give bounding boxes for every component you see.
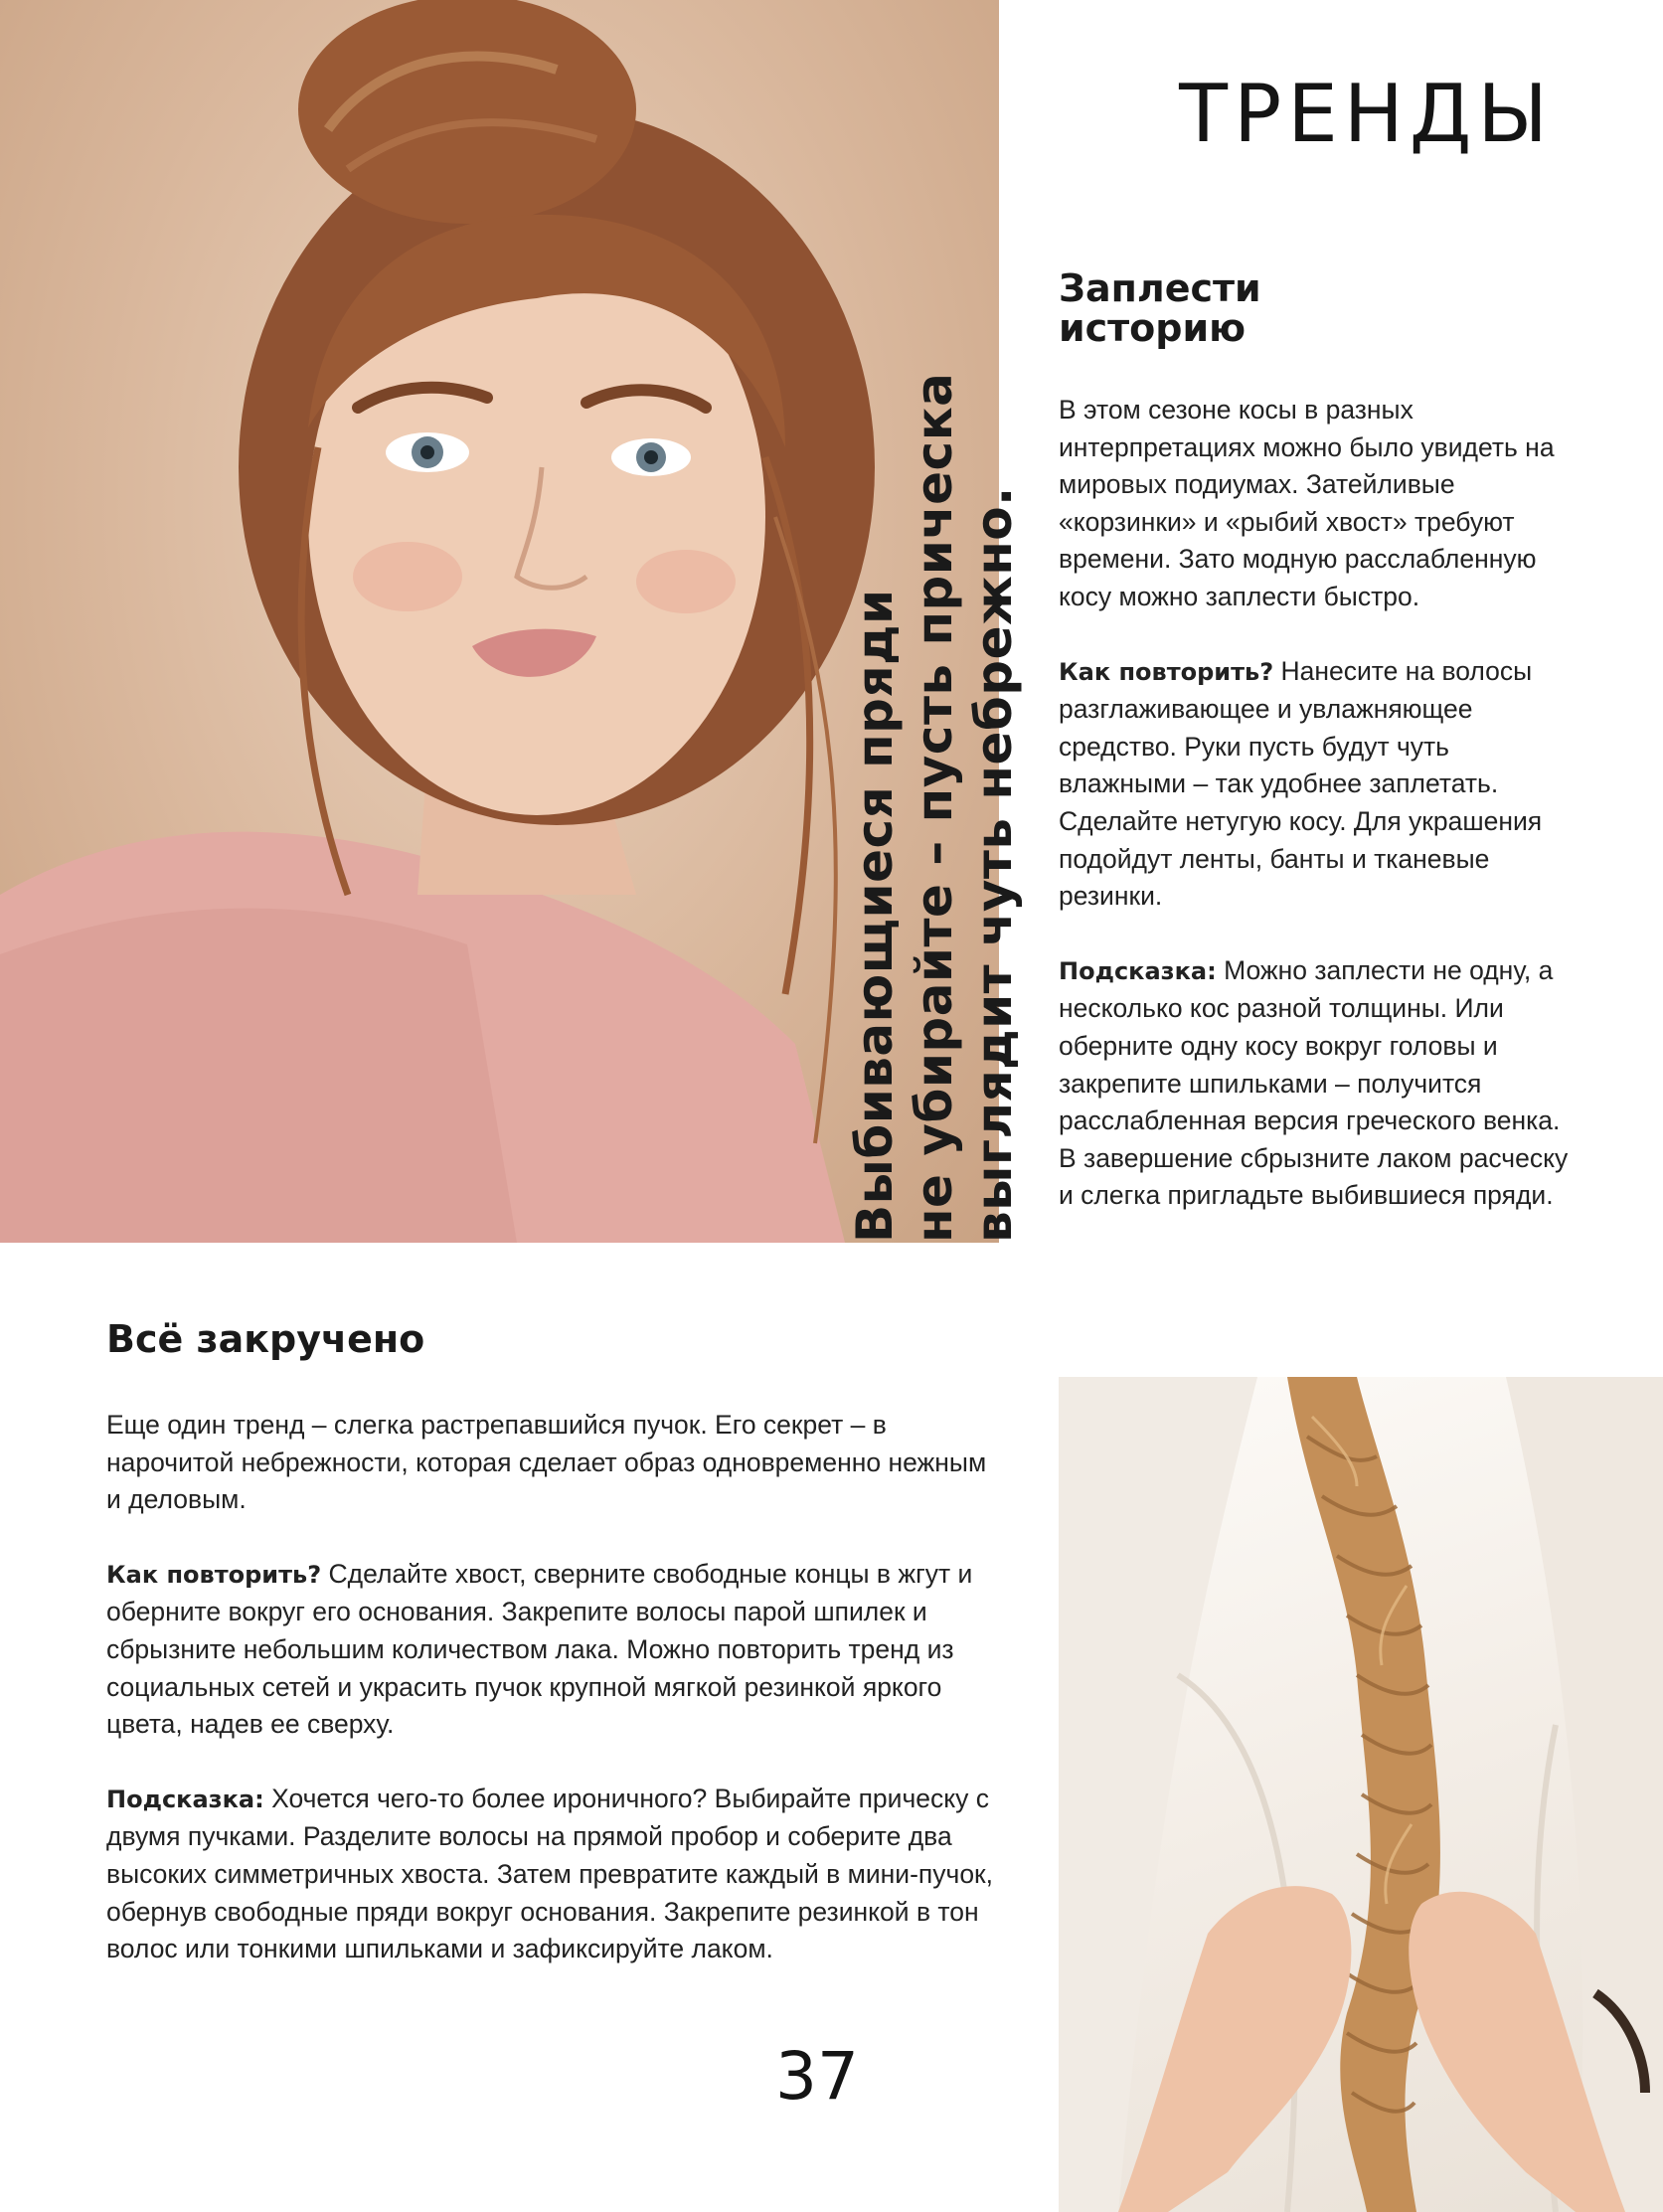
how-text: Сделайте хвост, сверните свободные концы в жгут и оберните вокруг его основания. Закрепите волосы парой шпилек и сбрызните небольшим количеством лака. Можно повторить тренд из социальных сетей и украсить пучок крупной мягкой резинкой яркого цвета, надев ее сверху.: [106, 1558, 973, 1740]
vertical-quote: [845, 229, 1024, 1243]
braid-article: [1059, 268, 1576, 1252]
braid-photo: [1059, 1377, 1663, 2212]
quote-line: выглядит чуть небрежно.: [965, 486, 1023, 1243]
page-number: 37: [775, 2038, 859, 2115]
how-label: Как повторить?: [106, 1560, 322, 1589]
braid-illustration: [1059, 1377, 1663, 2212]
bun-article: [106, 1317, 1006, 2005]
title-line: Заплести: [1059, 266, 1261, 310]
bun-article-title: Всё закручено: [106, 1317, 425, 1361]
bun-how-paragraph: [106, 1556, 1006, 1744]
section-title: ТРЕНДЫ: [1179, 68, 1554, 160]
how-text: Нанесите на волосы разглаживающее и увлажняющее средство. Руки пусть будут чуть влажными – так удобнее заплетать. Сделайте нетугую косу. Для украшения подойдут ленты, банты и тканевые резинки.: [1059, 655, 1543, 912]
tip-label: Подсказка:: [1059, 956, 1217, 985]
tip-text: Можно заплести не одну, а несколько кос разной толщины. Или оберните одну косу вокруг головы и закрепите шпильками – получится расслабленная версия греческого венка. В завершение сбрызните лаком расческу и слегка пригладьте выбившиеся пряди.: [1059, 954, 1569, 1211]
braid-tip-paragraph: [1059, 952, 1576, 1215]
braid-article-title: [1059, 268, 1576, 348]
quote-line: Выбивающиеся пряди: [846, 589, 904, 1243]
shoulder-shadow: [0, 909, 517, 1243]
bun-tip-paragraph: [106, 1781, 1006, 1968]
left-hand: [1118, 1886, 1351, 2212]
how-label: Как повторить?: [1059, 657, 1274, 686]
tip-text: Хочется чего-то более ироничного? Выбирайте прическу с двумя пучками. Разделите волосы на прямой пробор и соберите два высоких симметричных хвоста. Затем превратите каждый в мини-пучок, обернув свободные пряди вокруг основания. Закрепите резинкой в тон волос или тонкими шпильками и зафиксируйте лаком.: [106, 1783, 994, 1964]
tip-label: Подсказка:: [106, 1785, 264, 1813]
braid-intro: В этом сезоне косы в разных интерпретациях можно было увидеть на мировых подиумах. Затейливые «корзинки» и «рыбий хвост» требуют времени. Зато модную расслабленную косу можно заплести быстро.: [1059, 395, 1555, 611]
title-line: историю: [1059, 306, 1247, 350]
braid-how-paragraph: [1059, 653, 1576, 916]
quote-line: не убирайте – пусть прическа: [906, 372, 963, 1243]
bun-intro: Еще один тренд – слегка растрепавшийся пучок. Его секрет – в нарочитой небрежности, которая сделает образ одновременно нежным и деловым.: [106, 1410, 987, 1515]
